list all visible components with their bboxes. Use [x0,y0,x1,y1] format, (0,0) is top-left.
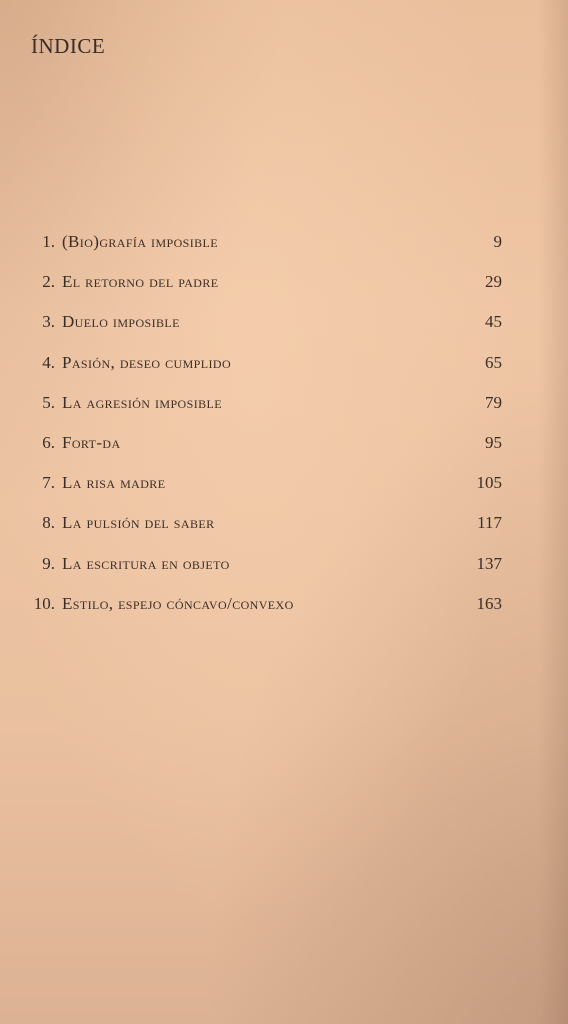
toc-page-number: 9 [493,232,502,251]
toc-title: Pasión, deseo cumplido [62,352,232,372]
toc-page-number: 163 [476,593,502,613]
toc-title: La pulsión del saber [62,513,215,533]
toc-page-number: 137 [476,553,502,573]
toc-number: 4. [42,352,55,372]
page-edge-shadow [538,0,568,1024]
toc-number: 2. [42,272,55,292]
toc-number: 8. [42,513,55,533]
toc-title: Estilo, espejo cóncavo/convexo [62,593,294,613]
toc-page-number: 65 [485,352,502,372]
toc-entry-3 [0,302,568,342]
toc-entry-1 [0,222,568,262]
toc-entry-5 [0,383,568,423]
toc-page-number: 105 [476,473,502,493]
toc-number: 6. [42,432,55,452]
table-of-contents [0,222,568,624]
toc-number: 1. [42,232,55,251]
page-title: ÍNDICE [31,34,106,58]
toc-entry-9 [0,544,568,584]
toc-title: Duelo imposible [62,312,180,332]
toc-number: 3. [42,312,55,332]
toc-title: La escritura en objeto [62,553,230,573]
toc-number: 7. [42,473,55,493]
toc-number: 10. [33,593,55,613]
toc-title: La agresión imposible [62,392,222,412]
toc-page-number: 29 [485,272,502,292]
toc-entry-8 [0,503,568,543]
toc-number: 5. [42,392,55,412]
toc-entry-7 [0,463,568,503]
toc-entry-10 [0,584,568,624]
toc-title: Fort-da [62,432,121,452]
toc-title: El retorno del padre [62,272,219,292]
toc-entry-6 [0,423,568,463]
toc-entry-4 [0,343,568,383]
toc-title: (Bio)grafía imposible [62,232,218,251]
toc-page-number: 79 [485,392,502,412]
toc-page-number: 95 [485,432,502,452]
toc-page-number: 45 [485,312,502,332]
toc-entry-2 [0,262,568,302]
toc-title: La risa madre [62,473,166,493]
toc-number: 9. [42,553,55,573]
toc-page-number: 117 [477,513,502,533]
